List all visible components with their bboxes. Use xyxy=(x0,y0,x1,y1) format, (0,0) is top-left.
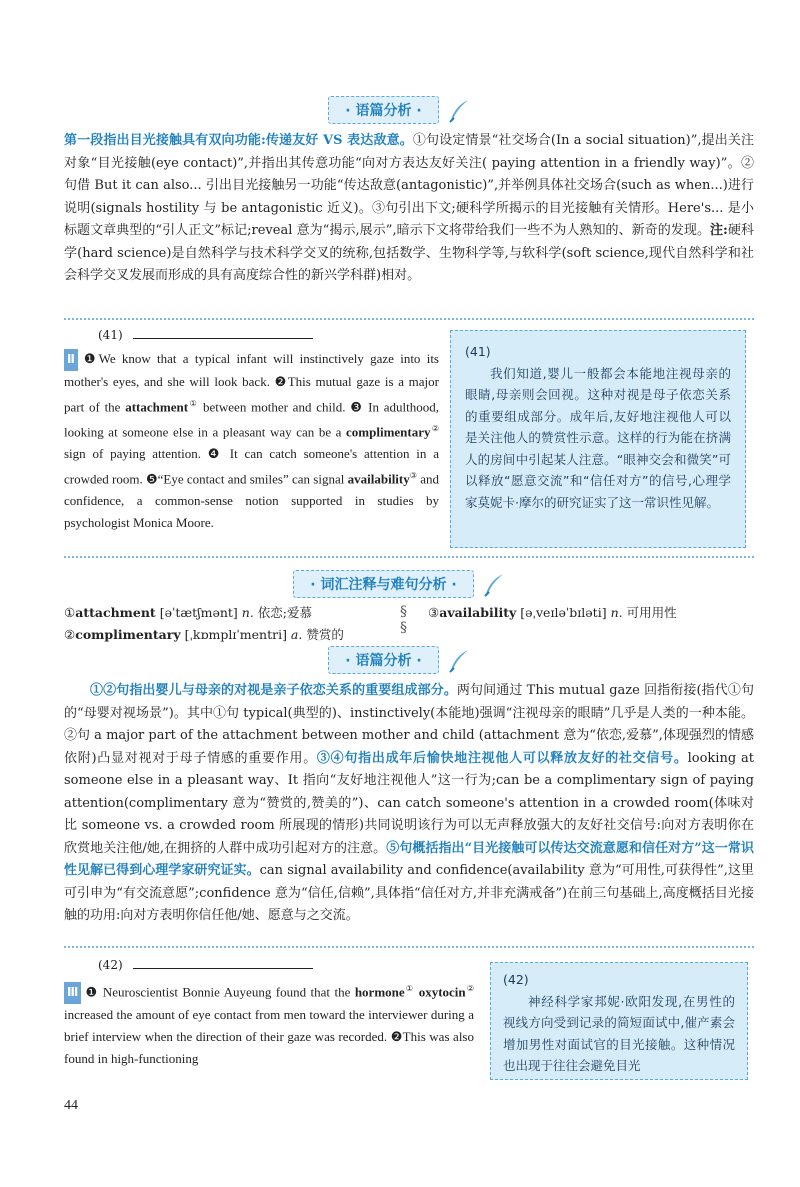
analysis-highlight: ⑤句概括指出“目光接触可以传达交流意愿和信任对方”这一常识性见解已得到心理学家研究证实。 xyxy=(64,840,754,878)
page-number: 44 xyxy=(64,1098,78,1113)
question-42-label xyxy=(98,958,313,972)
vocab-word-oxytocin: oxytocin xyxy=(414,984,466,1000)
analysis-text: ①句设定情景“社交场合(In a social situation)”,提出关注对象“目光接触(eye contact)”,并指出其传意功能“向对方表达友好关注( paying attention in a friendly way)”。② 句借 But it can also... 引出目光接触另一功能“传达敌意(antagonistic)”,并举例具体社交场合(such as when...)进行说明(signals hostility 与 be antagonistic 近义)。③句引出下文;硬科学所揭示的目光接触有关情形。Here's... 是小标题文章典型的“引人正文”标记;reveal 意为“揭示,展示”,暗示下文将带给我们一些不为人熟知的、新奇的发现。 xyxy=(64,133,755,238)
analysis-text: 两句间通过 This mutual gaze 回指衔接(指代①句的“母婴对视场景”)。其中①句 typical(典型的)、instinctively(本能地)强调“注视母亲的眼睛”几乎是人类的一种本能。②句 a major part of the attachment between mother and child (attachment 意为“依恋,爱慕”,体现强烈的情感依附)凸显对视对于母子情感的重要作用。 xyxy=(64,683,754,766)
answer-blank[interactable] xyxy=(133,968,313,969)
vocab-item: ③availability [əˌveɪləˈbɪləti] n. 可用用性 xyxy=(428,605,677,620)
vocab-word-hormone: hormone xyxy=(354,984,405,1000)
section-header-vocab xyxy=(0,570,800,598)
passage-paragraph-3 xyxy=(64,978,474,1070)
vocab-list-left xyxy=(64,602,404,646)
sentence-2: increased the amount of eye contact from men toward the interviewer during a brief interview when the direction of their gaze was recorded. ❷This was also found in high-functioning xyxy=(64,1007,474,1067)
section-header-label: · 语篇分析 · xyxy=(328,646,438,674)
footnote-marker: ③ xyxy=(409,471,417,481)
note-text: 硬科学(hard science)是自然科学与技术科学交叉的统称,包括数学、生物科学等,与软科学(soft science,现代自然科学和社会科学交叉发展而形成的具有高度综合性的新兴学科群)相对。 xyxy=(64,223,754,283)
dotted-divider xyxy=(64,318,754,320)
footnote-marker: ① xyxy=(188,398,199,408)
note-label: 注: xyxy=(710,223,728,238)
quill-icon xyxy=(481,572,507,598)
sentence-1: ❶We know that a typical infant will instinctively gaze into its mother's eyes, and she will look back. xyxy=(64,351,439,389)
translation-box-42 xyxy=(490,962,748,1080)
vocab-word-complimentary: complimentary xyxy=(346,424,431,440)
sentence-4: sign of paying attention. ❹ It can catch someone's attention in a crowded room. ❺“Eye contact and smiles” can signal xyxy=(64,446,439,487)
sentence-5: and confidence, a common-sense notion supported in studies by psychologist Monica Moore. xyxy=(64,471,439,531)
vocab-list-right xyxy=(428,602,748,624)
analysis-highlight: ①②句指出婴儿与母亲的对视是亲子依恋关系的重要组成部分。 xyxy=(90,683,457,698)
section-header-discourse-2 xyxy=(0,646,800,674)
translation-box-41 xyxy=(450,330,746,548)
discourse-analysis-paragraph-2 xyxy=(64,680,754,928)
translation-text: 神经科学家邦妮·欧阳发现,在男性的视线方向受到记录的简短面试中,催产素会增加男性对面试官的目光接触。这种情况也出现于往往会避免目光 xyxy=(503,993,735,1073)
question-number: (41) xyxy=(98,328,123,342)
footnote-marker: ② xyxy=(465,984,475,993)
paragraph-marker: Ⅲ xyxy=(64,982,81,1004)
section-header-label: · 词汇注释与难句分析 · xyxy=(293,570,473,598)
paragraph-marker: Ⅱ xyxy=(64,349,78,371)
passage-paragraph-2 xyxy=(64,348,439,534)
quill-icon xyxy=(446,98,472,124)
sentence-2: ❷This mutual gaze is a major part of the xyxy=(64,373,439,415)
translation-number: (42) xyxy=(503,972,529,987)
vocab-item: ②complimentary [ˌkɒmplɪˈmentri] a. 赞赏的 xyxy=(64,627,344,642)
question-number: (42) xyxy=(98,958,123,972)
analysis-text: can signal availability and confidence(availability 意为“可用性,可获得性”,这里可引申为“有交流意愿”;confidence 意为“信任,信赖”,具体指“信任对方,并非充满戒备”)在前三句基础上,高度概括目光接触的功用:向对方表明你信任他/她、愿意与之交流。 xyxy=(64,863,754,923)
footnote-marker: ① xyxy=(404,984,415,993)
vocab-word-attachment: attachment xyxy=(125,399,189,415)
answer-blank[interactable] xyxy=(133,338,313,339)
dotted-divider xyxy=(64,556,754,558)
sentence-3: between mother and child. ❸ In adulthood, looking at someone else in a pleasant way can be a xyxy=(64,399,439,440)
section-header-discourse-1 xyxy=(0,96,800,124)
sentence-1: ❶ Neuroscientist Bonnie Auyeung found that the xyxy=(84,984,355,1000)
divider-ornament: § § xyxy=(400,604,407,636)
analysis-highlight: ③④句指出成年后愉快地注视他人可以释放友好的社交信号。 xyxy=(316,750,688,766)
translation-number: (41) xyxy=(465,344,491,359)
analysis-text: looking at someone else in a pleasant way、It 指向“友好地注视他人”这一行为;can be a complimentary sign of paying attention(complimentary 意为“赞赏的,赞美的”)、can catch someone's attention in a crowded room(体味对比 someone vs. a crowded room 所展现的情形)共同说明该行为可以无声释放强大的友好社交信号:向对方表明你在欣赏地关注他/她,在拥挤的人群中成功引起对方的注意。 xyxy=(64,750,754,856)
question-41-label xyxy=(98,328,313,342)
translation-text: 我们知道,婴儿一般都会本能地注视母亲的眼睛,母亲则会回视。这种对视是母子依恋关系的重要组成部分。成年后,友好地注视他人可以是关注他人的赞赏性示意。这样的行为能在挤满人的房间中引起某人注意。“眼神交会和微笑”可以释放“愿意交流”和“信任对方”的信号,心理学家莫妮卡·摩尔的研究证实了这一常识性见解。 xyxy=(465,365,731,510)
dotted-divider xyxy=(64,946,754,948)
analysis-highlight: 第一段指出目光接触具有双向功能:传递友好 VS 表达敌意。 xyxy=(64,133,413,148)
footnote-marker: ② xyxy=(430,424,439,434)
vocab-item: ①attachment [əˈtætʃmənt] n. 依恋;爱慕 xyxy=(64,605,312,620)
quill-icon xyxy=(446,648,472,674)
section-header-label: · 语篇分析 · xyxy=(328,96,438,124)
discourse-analysis-paragraph-1 xyxy=(64,130,754,288)
vocab-word-availability: availability xyxy=(347,471,410,487)
